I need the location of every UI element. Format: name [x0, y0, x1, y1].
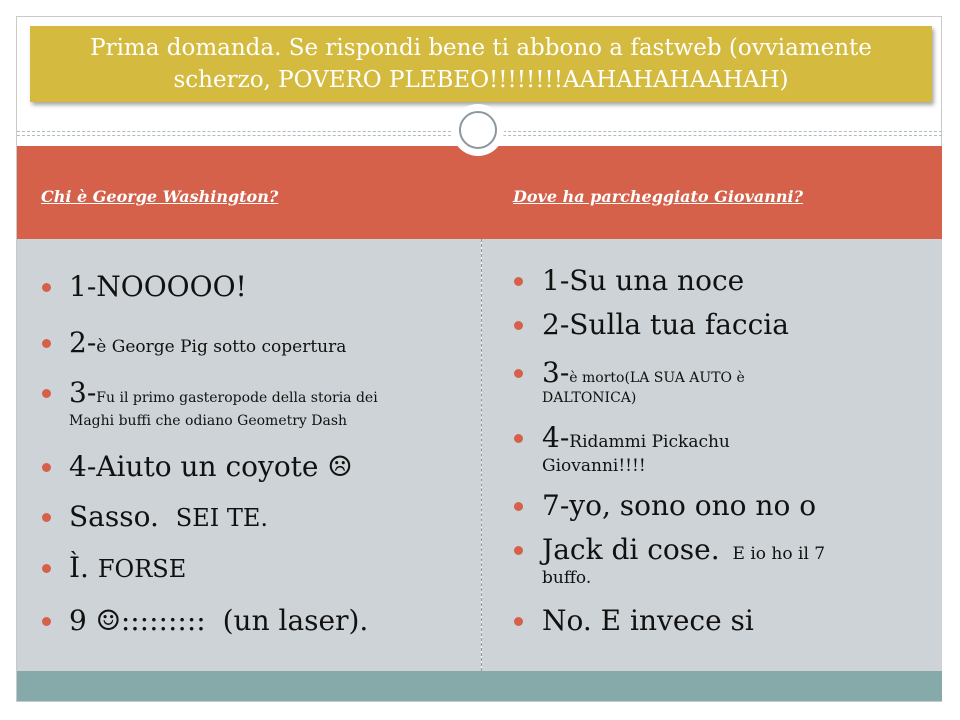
left-item-2: [69, 326, 346, 359]
left-item-7-text: 9 ☺:::::::::: [69, 604, 206, 637]
right-item-4-prefix: 4-: [542, 421, 570, 454]
left-item-1: [69, 270, 247, 303]
left-item-1-text: 1-NOOOOO!: [69, 270, 247, 303]
right-column-header: Dove ha parcheggiato Giovanni?: [513, 187, 803, 206]
left-column-header: Chi è George Washington?: [41, 187, 279, 206]
right-item-1: 1-Su una noce: [542, 264, 745, 297]
bullet-dot-icon: [42, 463, 51, 472]
bullet-dot-icon: [42, 339, 51, 348]
left-item-3-line-2: Maghi buffi che odiano Geometry Dash: [69, 413, 348, 429]
left-item-7-suffix: (un laser).: [222, 604, 369, 637]
right-item-4: [542, 421, 730, 454]
bullet-dot-icon: [514, 546, 523, 555]
footer-band: [17, 671, 942, 701]
bullet-dot-icon: [42, 513, 51, 522]
left-item-3: [69, 376, 378, 409]
left-item-5: [69, 500, 268, 533]
bullet-dot-icon: [514, 434, 523, 443]
left-item-6-suffix: FORSE: [97, 555, 187, 583]
left-item-3-text-1: Fu il primo gasteropode della storia dei: [96, 390, 378, 406]
slide-title-line-1: Prima domanda. Se rispondi bene ti abbono a fastweb (ovviamente: [90, 35, 872, 61]
left-item-5-text: Sasso.: [69, 500, 159, 533]
bullet-dot-icon: [514, 617, 523, 626]
right-item-3: [542, 356, 745, 389]
right-item-2: 2-Sulla tua faccia: [542, 308, 789, 341]
right-item-6: [542, 533, 825, 566]
column-separator: [481, 239, 482, 671]
left-item-6: [69, 551, 186, 584]
right-item-3-prefix: 3-: [542, 356, 570, 389]
right-item-4-line-2: Giovanni!!!!: [542, 456, 646, 476]
bullet-dot-icon: [514, 369, 523, 378]
bullet-dot-icon: [42, 283, 51, 292]
right-item-6-text-2: E io ho il 7: [732, 544, 826, 564]
left-item-6-text: Ì.: [69, 551, 89, 584]
right-item-6-text: Jack di cose.: [542, 533, 720, 566]
bullet-dot-icon: [514, 277, 523, 286]
slide-title-line-2: scherzo, POVERO PLEBEO!!!!!!!!AAHAHAHAAHAH): [173, 67, 789, 93]
left-item-3-prefix: 3-: [69, 376, 97, 409]
left-item-7: [69, 604, 368, 637]
slide-title: [30, 26, 932, 102]
bullet-dot-icon: [514, 502, 523, 511]
circle-ornament-inner: [459, 111, 497, 149]
right-item-5: 7-yo, sono ono no o: [542, 489, 817, 522]
bullet-dot-icon: [514, 321, 523, 330]
left-item-2-prefix: 2-: [69, 326, 97, 359]
right-item-4-text-1: Ridammi Pickachu: [569, 432, 730, 452]
right-item-3-line-2: DALTONICA): [542, 390, 637, 406]
bullet-dot-icon: [42, 564, 51, 573]
right-item-3-text-1: è morto(LA SUA AUTO è: [569, 370, 745, 386]
left-item-4: 4-Aiuto un coyote ☹: [69, 450, 353, 483]
bullet-dot-icon: [42, 389, 51, 398]
bullet-dot-icon: [42, 617, 51, 626]
right-item-6-line-2: buffo.: [542, 568, 592, 588]
left-item-2-text: è George Pig sotto copertura: [96, 337, 347, 357]
left-item-5-suffix: SEI TE.: [175, 504, 269, 532]
right-item-7: No. E invece si: [542, 604, 754, 637]
